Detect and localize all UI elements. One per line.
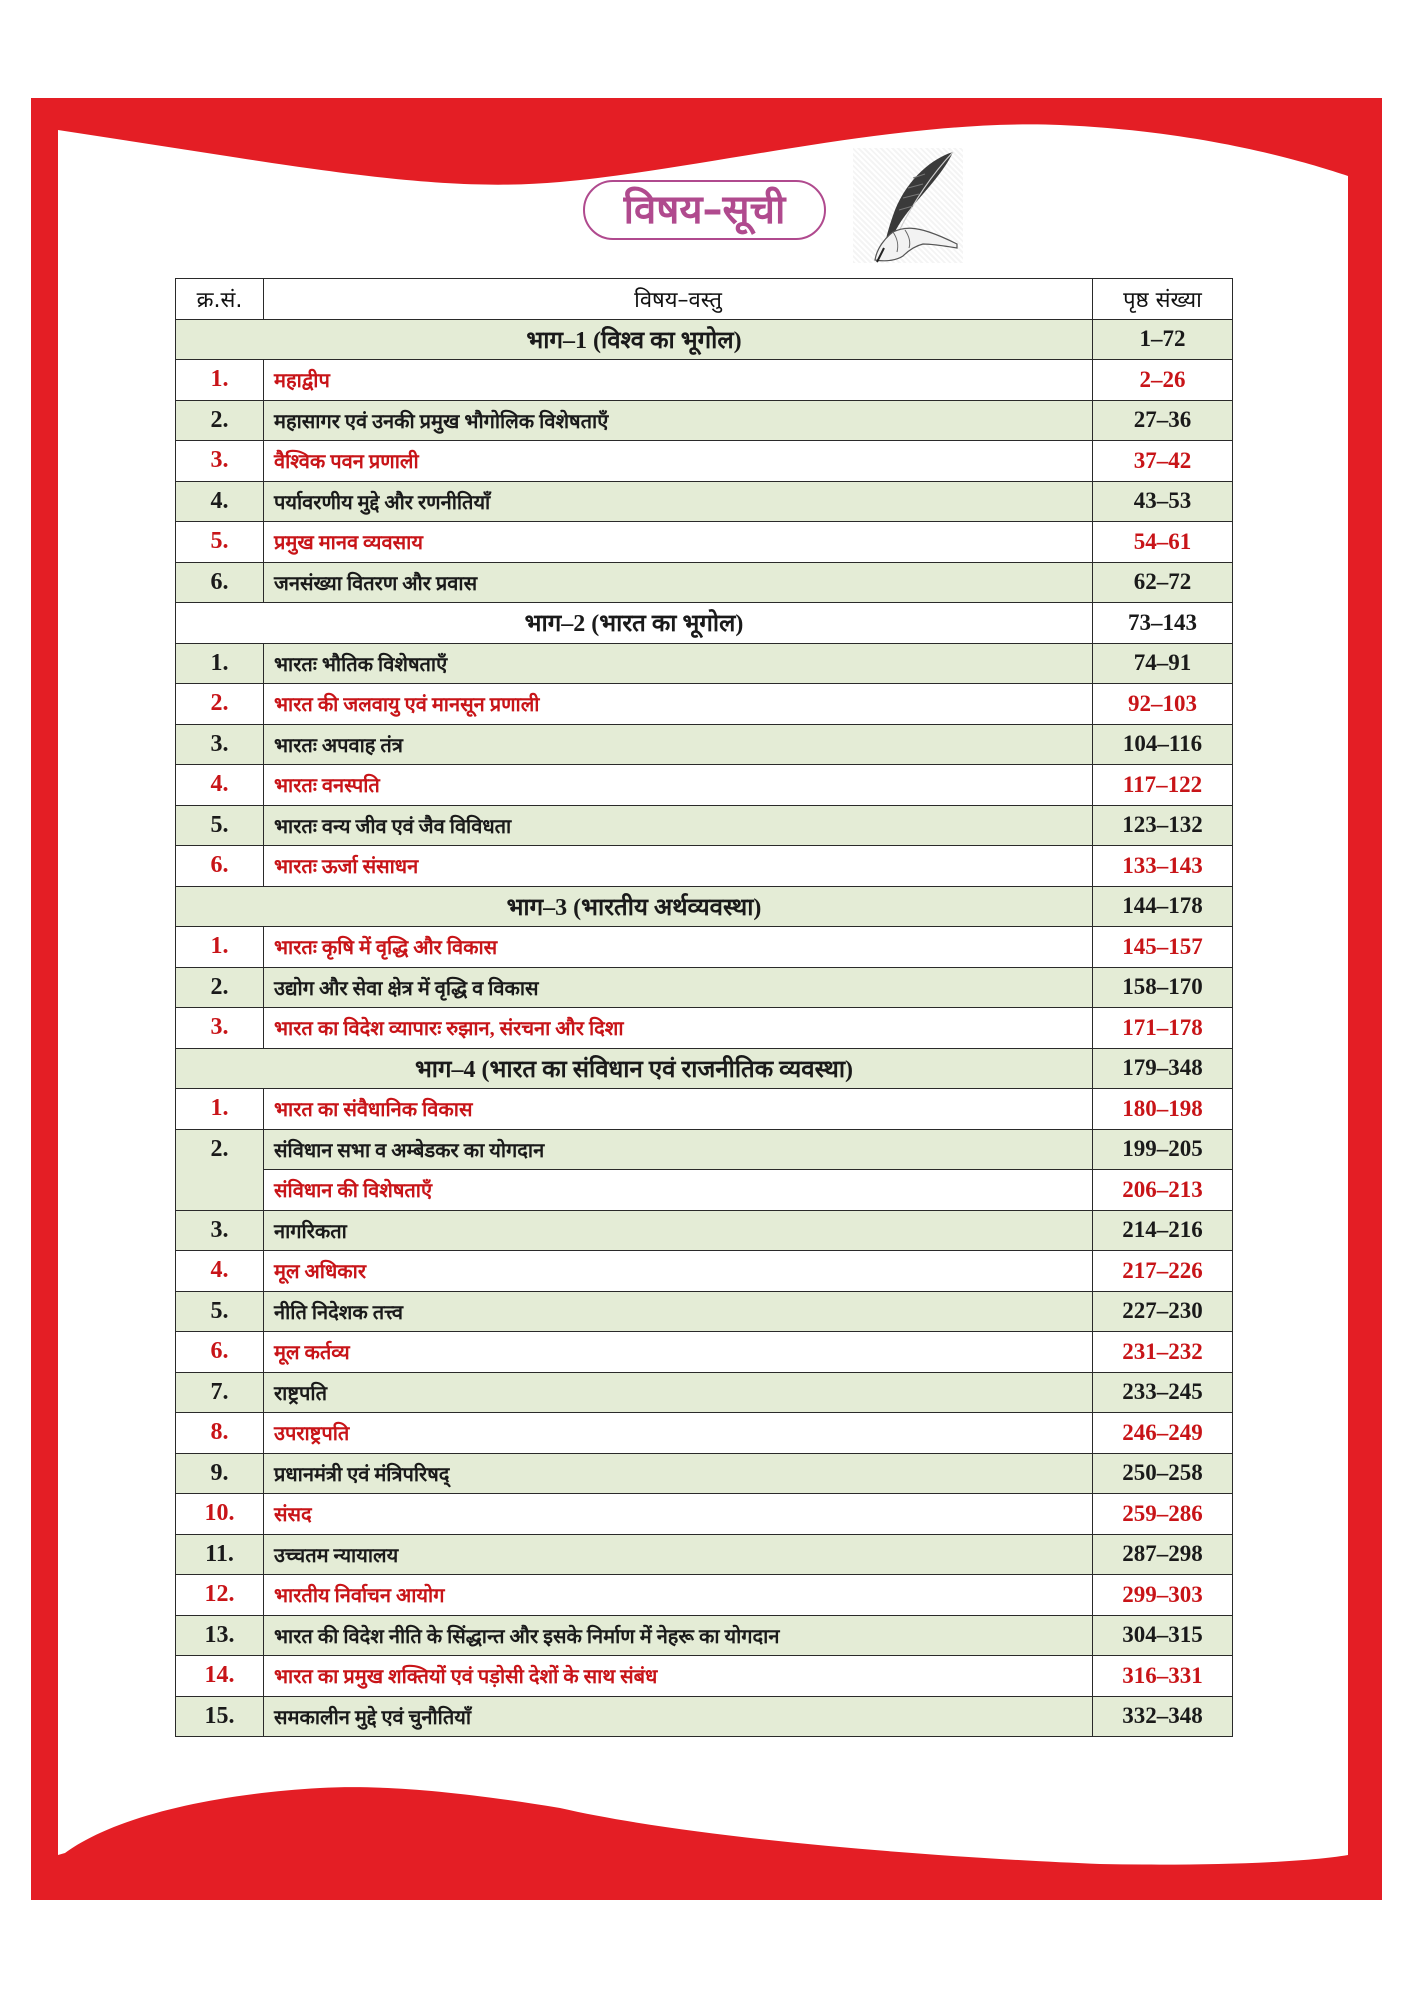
- chapter-title[interactable]: नागरिकता: [264, 1210, 1093, 1251]
- chapter-pages: 27–36: [1093, 400, 1233, 441]
- chapter-pages: 217–226: [1093, 1251, 1233, 1292]
- chapter-row[interactable]: [176, 1089, 1233, 1130]
- chapter-row[interactable]: [176, 1008, 1233, 1049]
- part-pages: 144–178: [1093, 886, 1233, 927]
- chapter-number: 3.: [176, 1008, 264, 1049]
- chapter-row[interactable]: [176, 360, 1233, 401]
- chapter-number: 1.: [176, 360, 264, 401]
- chapter-pages: 214–216: [1093, 1210, 1233, 1251]
- chapter-number: 1.: [176, 1089, 264, 1130]
- chapter-number: 13.: [176, 1615, 264, 1656]
- chapter-pages: 246–249: [1093, 1413, 1233, 1454]
- chapter-number: 1.: [176, 927, 264, 968]
- part-row: [176, 319, 1233, 360]
- chapter-pages: 233–245: [1093, 1372, 1233, 1413]
- chapter-subrow[interactable]: [176, 1170, 1233, 1211]
- chapter-row[interactable]: [176, 1453, 1233, 1494]
- chapter-pages: 259–286: [1093, 1494, 1233, 1535]
- chapter-row[interactable]: [176, 441, 1233, 482]
- chapter-title[interactable]: महासागर एवं उनकी प्रमुख भौगोलिक विशेषताएँ: [264, 400, 1093, 441]
- chapter-pages: 74–91: [1093, 643, 1233, 684]
- chapter-pages: 54–61: [1093, 522, 1233, 563]
- chapter-title[interactable]: भारतः ऊर्जा संसाधन: [264, 846, 1093, 887]
- chapter-number: 7.: [176, 1372, 264, 1413]
- chapter-number: 14.: [176, 1656, 264, 1697]
- chapter-row[interactable]: [176, 1251, 1233, 1292]
- page-title: विषय–सूची: [583, 180, 826, 240]
- chapter-pages: 104–116: [1093, 724, 1233, 765]
- chapter-pages: 231–232: [1093, 1332, 1233, 1373]
- chapter-title[interactable]: भारत का विदेश व्यापारः रुझान, संरचना और दिशा: [264, 1008, 1093, 1049]
- chapter-pages: 304–315: [1093, 1615, 1233, 1656]
- chapter-title[interactable]: समकालीन मुद्दे एवं चुनौतियाँ: [264, 1696, 1093, 1737]
- chapter-title[interactable]: भारतीय निर्वाचन आयोग: [264, 1575, 1093, 1616]
- chapter-number: 2.: [176, 400, 264, 441]
- chapter-title[interactable]: संसद: [264, 1494, 1093, 1535]
- chapter-title[interactable]: संविधान सभा व अम्बेडकर का योगदान: [264, 1129, 1093, 1170]
- chapter-number: 3.: [176, 441, 264, 482]
- chapter-title[interactable]: भारतः वनस्पति: [264, 765, 1093, 806]
- chapter-number: 15.: [176, 1696, 264, 1737]
- part-title: भाग–4 (भारत का संविधान एवं राजनीतिक व्यवस्था): [176, 1048, 1093, 1089]
- chapter-pages: 199–205: [1093, 1129, 1233, 1170]
- chapter-title[interactable]: प्रधानमंत्री एवं मंत्रिपरिषद्: [264, 1453, 1093, 1494]
- chapter-row[interactable]: [176, 481, 1233, 522]
- part-row: [176, 1048, 1233, 1089]
- chapter-row[interactable]: [176, 1656, 1233, 1697]
- chapter-number: 8.: [176, 1413, 264, 1454]
- chapter-row[interactable]: [176, 1291, 1233, 1332]
- chapter-row[interactable]: [176, 927, 1233, 968]
- column-header-pages: पृष्ठ संख्या: [1093, 279, 1233, 320]
- chapter-title[interactable]: जनसंख्या वितरण और प्रवास: [264, 562, 1093, 603]
- chapter-row[interactable]: [176, 1575, 1233, 1616]
- chapter-sub-pages: 206–213: [1093, 1170, 1233, 1211]
- chapter-pages: 117–122: [1093, 765, 1233, 806]
- chapter-title[interactable]: उद्योग और सेवा क्षेत्र में वृद्धि व विकास: [264, 967, 1093, 1008]
- chapter-row[interactable]: [176, 1129, 1233, 1170]
- chapter-row[interactable]: [176, 967, 1233, 1008]
- part-row: [176, 603, 1233, 644]
- chapter-title[interactable]: वैश्विक पवन प्रणाली: [264, 441, 1093, 482]
- chapter-number: 3.: [176, 1210, 264, 1251]
- chapter-number: 4.: [176, 765, 264, 806]
- chapter-pages: 62–72: [1093, 562, 1233, 603]
- chapter-title[interactable]: उच्चतम न्यायालय: [264, 1534, 1093, 1575]
- chapter-number: 6.: [176, 562, 264, 603]
- chapter-pages: 287–298: [1093, 1534, 1233, 1575]
- chapter-pages: 332–348: [1093, 1696, 1233, 1737]
- chapter-pages: 37–42: [1093, 441, 1233, 482]
- part-title: भाग–1 (विश्व का भूगोल): [176, 319, 1093, 360]
- table-header-row: [176, 279, 1233, 320]
- chapter-pages: 250–258: [1093, 1453, 1233, 1494]
- chapter-title[interactable]: भारतः वन्य जीव एवं जैव विविधता: [264, 805, 1093, 846]
- part-row: [176, 886, 1233, 927]
- chapter-row[interactable]: [176, 400, 1233, 441]
- chapter-number: 12.: [176, 1575, 264, 1616]
- chapter-title[interactable]: प्रमुख मानव व्यवसाय: [264, 522, 1093, 563]
- chapter-row[interactable]: [176, 1494, 1233, 1535]
- chapter-pages: 299–303: [1093, 1575, 1233, 1616]
- table-of-contents: [175, 278, 1233, 1737]
- chapter-number: 6.: [176, 1332, 264, 1373]
- chapter-title[interactable]: राष्ट्रपति: [264, 1372, 1093, 1413]
- chapter-row[interactable]: [176, 1696, 1233, 1737]
- title-badge: [583, 180, 826, 240]
- chapter-pages: 43–53: [1093, 481, 1233, 522]
- chapter-number: 2.: [176, 684, 264, 725]
- chapter-pages: 180–198: [1093, 1089, 1233, 1130]
- chapter-row[interactable]: [176, 1534, 1233, 1575]
- chapter-row[interactable]: [176, 1413, 1233, 1454]
- chapter-number: 6.: [176, 846, 264, 887]
- chapter-row[interactable]: [176, 805, 1233, 846]
- chapter-number: 1.: [176, 643, 264, 684]
- chapter-row[interactable]: [176, 522, 1233, 563]
- chapter-title[interactable]: पर्यावरणीय मुद्दे और रणनीतियाँ: [264, 481, 1093, 522]
- part-pages: 1–72: [1093, 319, 1233, 360]
- chapter-row[interactable]: [176, 1372, 1233, 1413]
- chapter-number: 4.: [176, 1251, 264, 1292]
- chapter-row[interactable]: [176, 643, 1233, 684]
- column-header-serial: क्र.सं.: [176, 279, 264, 320]
- chapter-number: 10.: [176, 1494, 264, 1535]
- chapter-pages: 123–132: [1093, 805, 1233, 846]
- chapter-title[interactable]: उपराष्ट्रपति: [264, 1413, 1093, 1454]
- chapter-pages: 92–103: [1093, 684, 1233, 725]
- chapter-pages: 133–143: [1093, 846, 1233, 887]
- chapter-row[interactable]: [176, 846, 1233, 887]
- chapter-row[interactable]: [176, 724, 1233, 765]
- chapter-pages: 316–331: [1093, 1656, 1233, 1697]
- chapter-number: 5.: [176, 805, 264, 846]
- chapter-number: 2.: [176, 967, 264, 1008]
- chapter-number: 11.: [176, 1534, 264, 1575]
- chapter-pages: 171–178: [1093, 1008, 1233, 1049]
- chapter-row[interactable]: [176, 765, 1233, 806]
- chapter-number: 5.: [176, 522, 264, 563]
- chapter-title[interactable]: भारतः कृषि में वृद्धि और विकास: [264, 927, 1093, 968]
- chapter-title[interactable]: महाद्वीप: [264, 360, 1093, 401]
- column-header-topic: विषय–वस्तु: [264, 279, 1093, 320]
- chapter-title[interactable]: मूल अधिकार: [264, 1251, 1093, 1292]
- chapter-title[interactable]: भारतः भौतिक विशेषताएँ: [264, 643, 1093, 684]
- chapter-number: 2.: [176, 1129, 264, 1210]
- part-title: भाग–2 (भारत का भूगोल): [176, 603, 1093, 644]
- chapter-title[interactable]: भारत का प्रमुख शक्तियों एवं पड़ोसी देशों के साथ संबंध: [264, 1656, 1093, 1697]
- chapter-row[interactable]: [176, 1615, 1233, 1656]
- quill-pen-icon: [853, 148, 963, 263]
- chapter-pages: 158–170: [1093, 967, 1233, 1008]
- chapter-number: 9.: [176, 1453, 264, 1494]
- chapter-subtitle[interactable]: संविधान की विशेषताएँ: [264, 1170, 1093, 1211]
- chapter-pages: 227–230: [1093, 1291, 1233, 1332]
- chapter-title[interactable]: भारत की जलवायु एवं मानसून प्रणाली: [264, 684, 1093, 725]
- chapter-row[interactable]: [176, 1210, 1233, 1251]
- chapter-number: 4.: [176, 481, 264, 522]
- chapter-title[interactable]: मूल कर्तव्य: [264, 1332, 1093, 1373]
- chapter-title[interactable]: भारत का संवैधानिक विकास: [264, 1089, 1093, 1130]
- chapter-pages: 145–157: [1093, 927, 1233, 968]
- chapter-title[interactable]: नीति निदेशक तत्त्व: [264, 1291, 1093, 1332]
- chapter-row[interactable]: [176, 562, 1233, 603]
- chapter-number: 5.: [176, 1291, 264, 1332]
- chapter-title[interactable]: भारतः अपवाह तंत्र: [264, 724, 1093, 765]
- part-pages: 73–143: [1093, 603, 1233, 644]
- chapter-number: 3.: [176, 724, 264, 765]
- chapter-pages: 2–26: [1093, 360, 1233, 401]
- chapter-row[interactable]: [176, 1332, 1233, 1373]
- chapter-title[interactable]: भारत की विदेश नीति के सिंद्धान्त और इसके निर्माण में नेहरू का योगदान: [264, 1615, 1093, 1656]
- part-title: भाग–3 (भारतीय अर्थव्यवस्था): [176, 886, 1093, 927]
- chapter-row[interactable]: [176, 684, 1233, 725]
- part-pages: 179–348: [1093, 1048, 1233, 1089]
